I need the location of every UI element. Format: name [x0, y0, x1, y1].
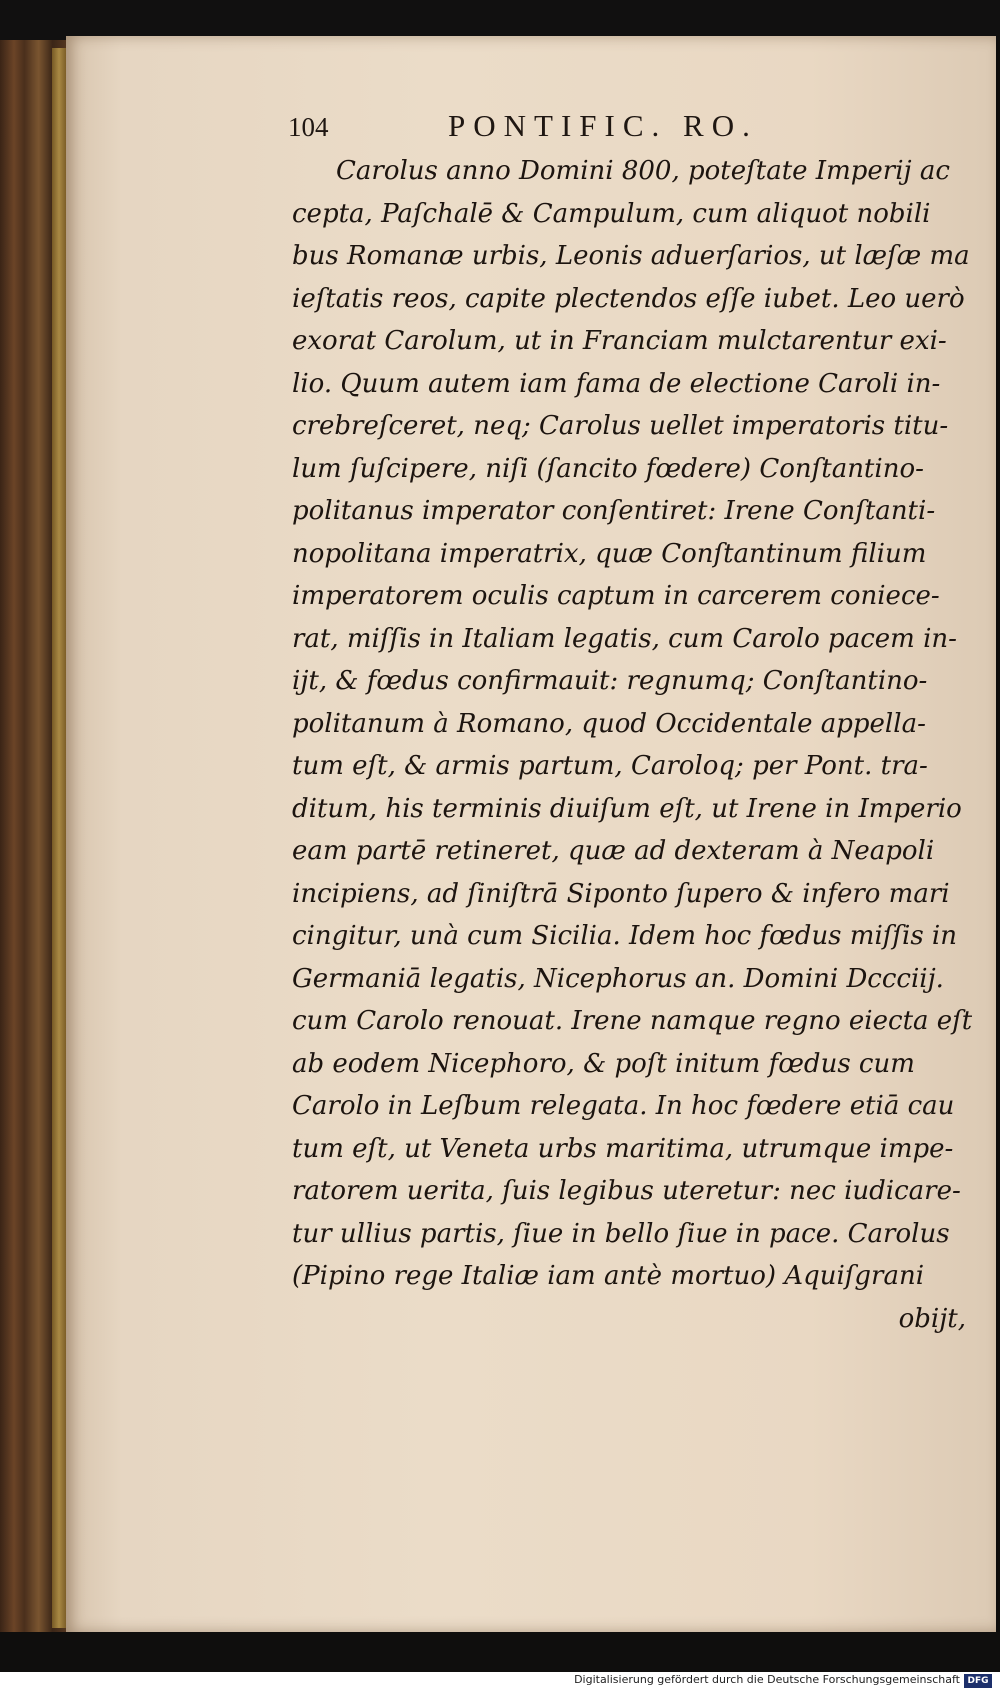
text-line: lio. Quum autem iam fama de electione Caroli in- [292, 368, 941, 399]
text-line: Germaniā legatis, Nicephorus an. Domini Dccciij. [292, 963, 944, 994]
top-border [0, 0, 1000, 40]
bottom-border [0, 1632, 1000, 1672]
text-line: politanus imperator conſentiret: Irene Conſtanti- [292, 496, 936, 526]
gilt-page-edge [52, 48, 66, 1628]
text-line: Carolo in Leſbum relegata. In hoc fœdere etiā cau [292, 1091, 955, 1121]
text-line: ieſtatis reos, capite plectendos eſſe iubet. Leo uerò [292, 283, 965, 314]
text-line: ratorem uerita, ſuis legibus uteretur: nec iudicare- [292, 1176, 961, 1206]
text-line: tum eſt, ut Veneta urbs maritima, utrumque impe- [292, 1133, 954, 1164]
text-line: cingitur, unà cum Sicilia. Idem hoc fœdus miſſis in [292, 921, 957, 951]
text-line: cepta, Paſchalē & Campulum, cum aliquot nobili [292, 198, 931, 229]
running-title: PONTIFIC. RO. [448, 108, 758, 143]
text-line: imperatorem oculis captum in carcerem coniece- [292, 581, 940, 611]
text-line: incipiens, ad ſiniſtrā Siponto ſupero & infero mari [292, 878, 950, 909]
text-line: (Pipino rege Italiæ iam antè mortuo) Aquiſgrani [292, 1261, 925, 1291]
text-line: ditum, his terminis diuiſum eſt, ut Irene in Imperio [292, 793, 962, 824]
text-line: crebreſceret, neq; Carolus uellet imperatoris titu- [292, 411, 949, 441]
text-block [292, 150, 972, 1340]
text-line: ijt, & fœdus confirmauit: regnumq; Conſtantino- [292, 666, 928, 696]
dfg-logo-icon: DFG [964, 1674, 992, 1688]
text-line: tur ullius partis, ſiue in bello ſiue in pace. Carolus [292, 1218, 950, 1249]
text-line: exorat Carolum, ut in Franciam mulctarentur exi- [292, 326, 947, 356]
text-line: ab eodem Nicephoro, & poſt initum fœdus cum [292, 1048, 915, 1079]
text-line: rat, miſſis in Italiam legatis, cum Carolo pacem in- [292, 623, 957, 654]
text-line: eam partē retineret, quæ ad dexteram à Neapoli [292, 836, 935, 866]
text-line: lum ſuſcipere, niſi (ſancito fœdere) Conſtantino- [292, 453, 924, 484]
text-line: Carolus anno Domini 800, poteſtate Imperij ac [336, 156, 950, 186]
text-line: politanum à Romano, quod Occidentale appella- [292, 708, 926, 739]
text-line: cum Carolo renouat. Irene namque regno eiecta eſt [292, 1006, 972, 1036]
text-line: nopolitana imperatrix, quæ Conſtantinum filium [292, 538, 927, 569]
catchword: obijt, [898, 1303, 966, 1334]
running-head [288, 108, 848, 148]
text-line: tum eſt, & armis partum, Caroloq; per Pont. tra- [292, 751, 928, 781]
text-line: bus Romanæ urbis, Leonis aduerſarios, ut læſæ ma [292, 241, 970, 271]
footer-credit: Digitalisierung gefördert durch die Deutsche Forschungsgemeinschaft [574, 1673, 960, 1686]
page-number: 104 [288, 112, 329, 142]
